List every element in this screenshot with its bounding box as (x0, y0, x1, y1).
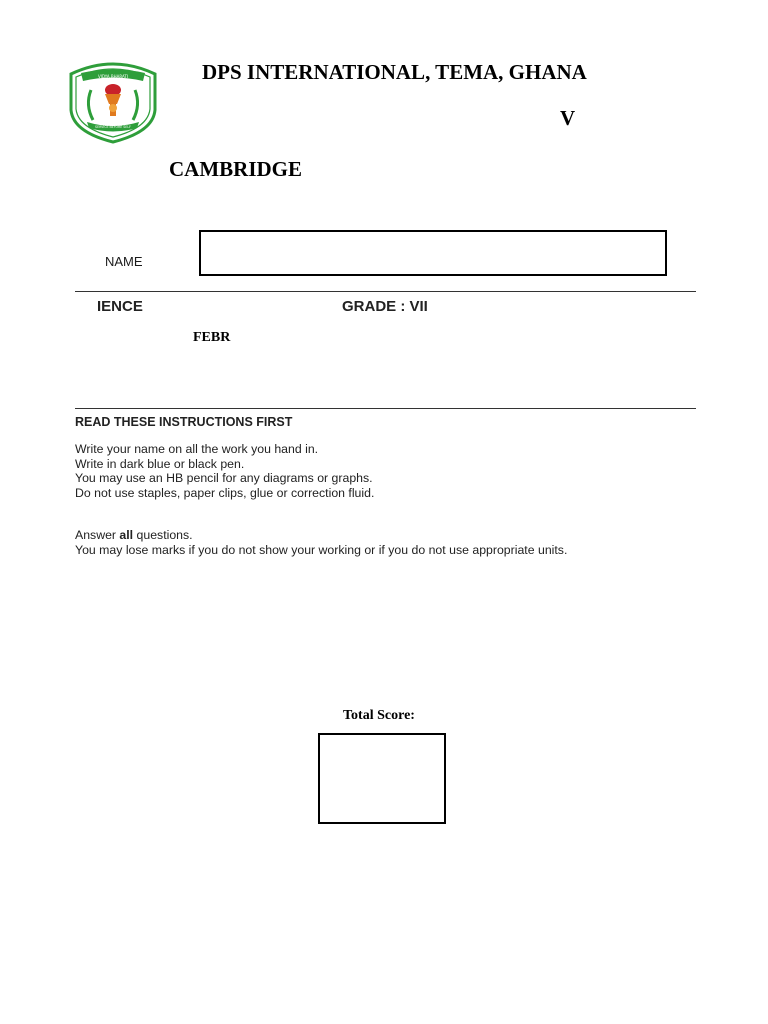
name-field[interactable] (199, 230, 667, 276)
subject-label: IENCE (97, 298, 143, 315)
instructions-heading: READ THESE INSTRUCTIONS FIRST (75, 415, 293, 429)
svg-text:VIDYA BHARATI: VIDYA BHARATI (97, 74, 129, 79)
svg-text:SERVICE BEFORE SELF: SERVICE BEFORE SELF (95, 125, 131, 129)
answer-emphasis: all (119, 528, 134, 542)
instruction-item: Do not use staples, paper clips, glue or correction fluid. (75, 485, 375, 500)
exam-board: CAMBRIDGE (169, 157, 303, 181)
instruction-item: Write your name on all the work you hand in. (75, 442, 319, 456)
grade-label: GRADE : VII (342, 298, 428, 315)
answer-instructions (75, 528, 567, 557)
total-score-label: Total Score: (343, 708, 415, 723)
answer-all-line (75, 528, 567, 543)
exam-code-fragment: V (560, 106, 576, 130)
divider-top (75, 291, 696, 292)
answer-prefix: Answer (75, 528, 120, 542)
instruction-item: Write in dark blue or black pen. (75, 456, 245, 471)
name-label: NAME (105, 254, 143, 269)
total-score-box[interactable] (318, 733, 446, 824)
instructions-list (75, 442, 374, 500)
exam-month: FEBR (193, 330, 231, 345)
marks-note: You may lose marks if you do not show your working or if you do not use appropriate units. (75, 542, 568, 557)
school-title: DPS INTERNATIONAL, TEMA, GHANA (202, 60, 587, 84)
instruction-item: You may use an HB pencil for any diagrams or graphs. (75, 471, 373, 485)
divider-instructions (75, 408, 696, 409)
school-crest-icon (63, 60, 163, 144)
answer-suffix: questions. (133, 528, 193, 542)
